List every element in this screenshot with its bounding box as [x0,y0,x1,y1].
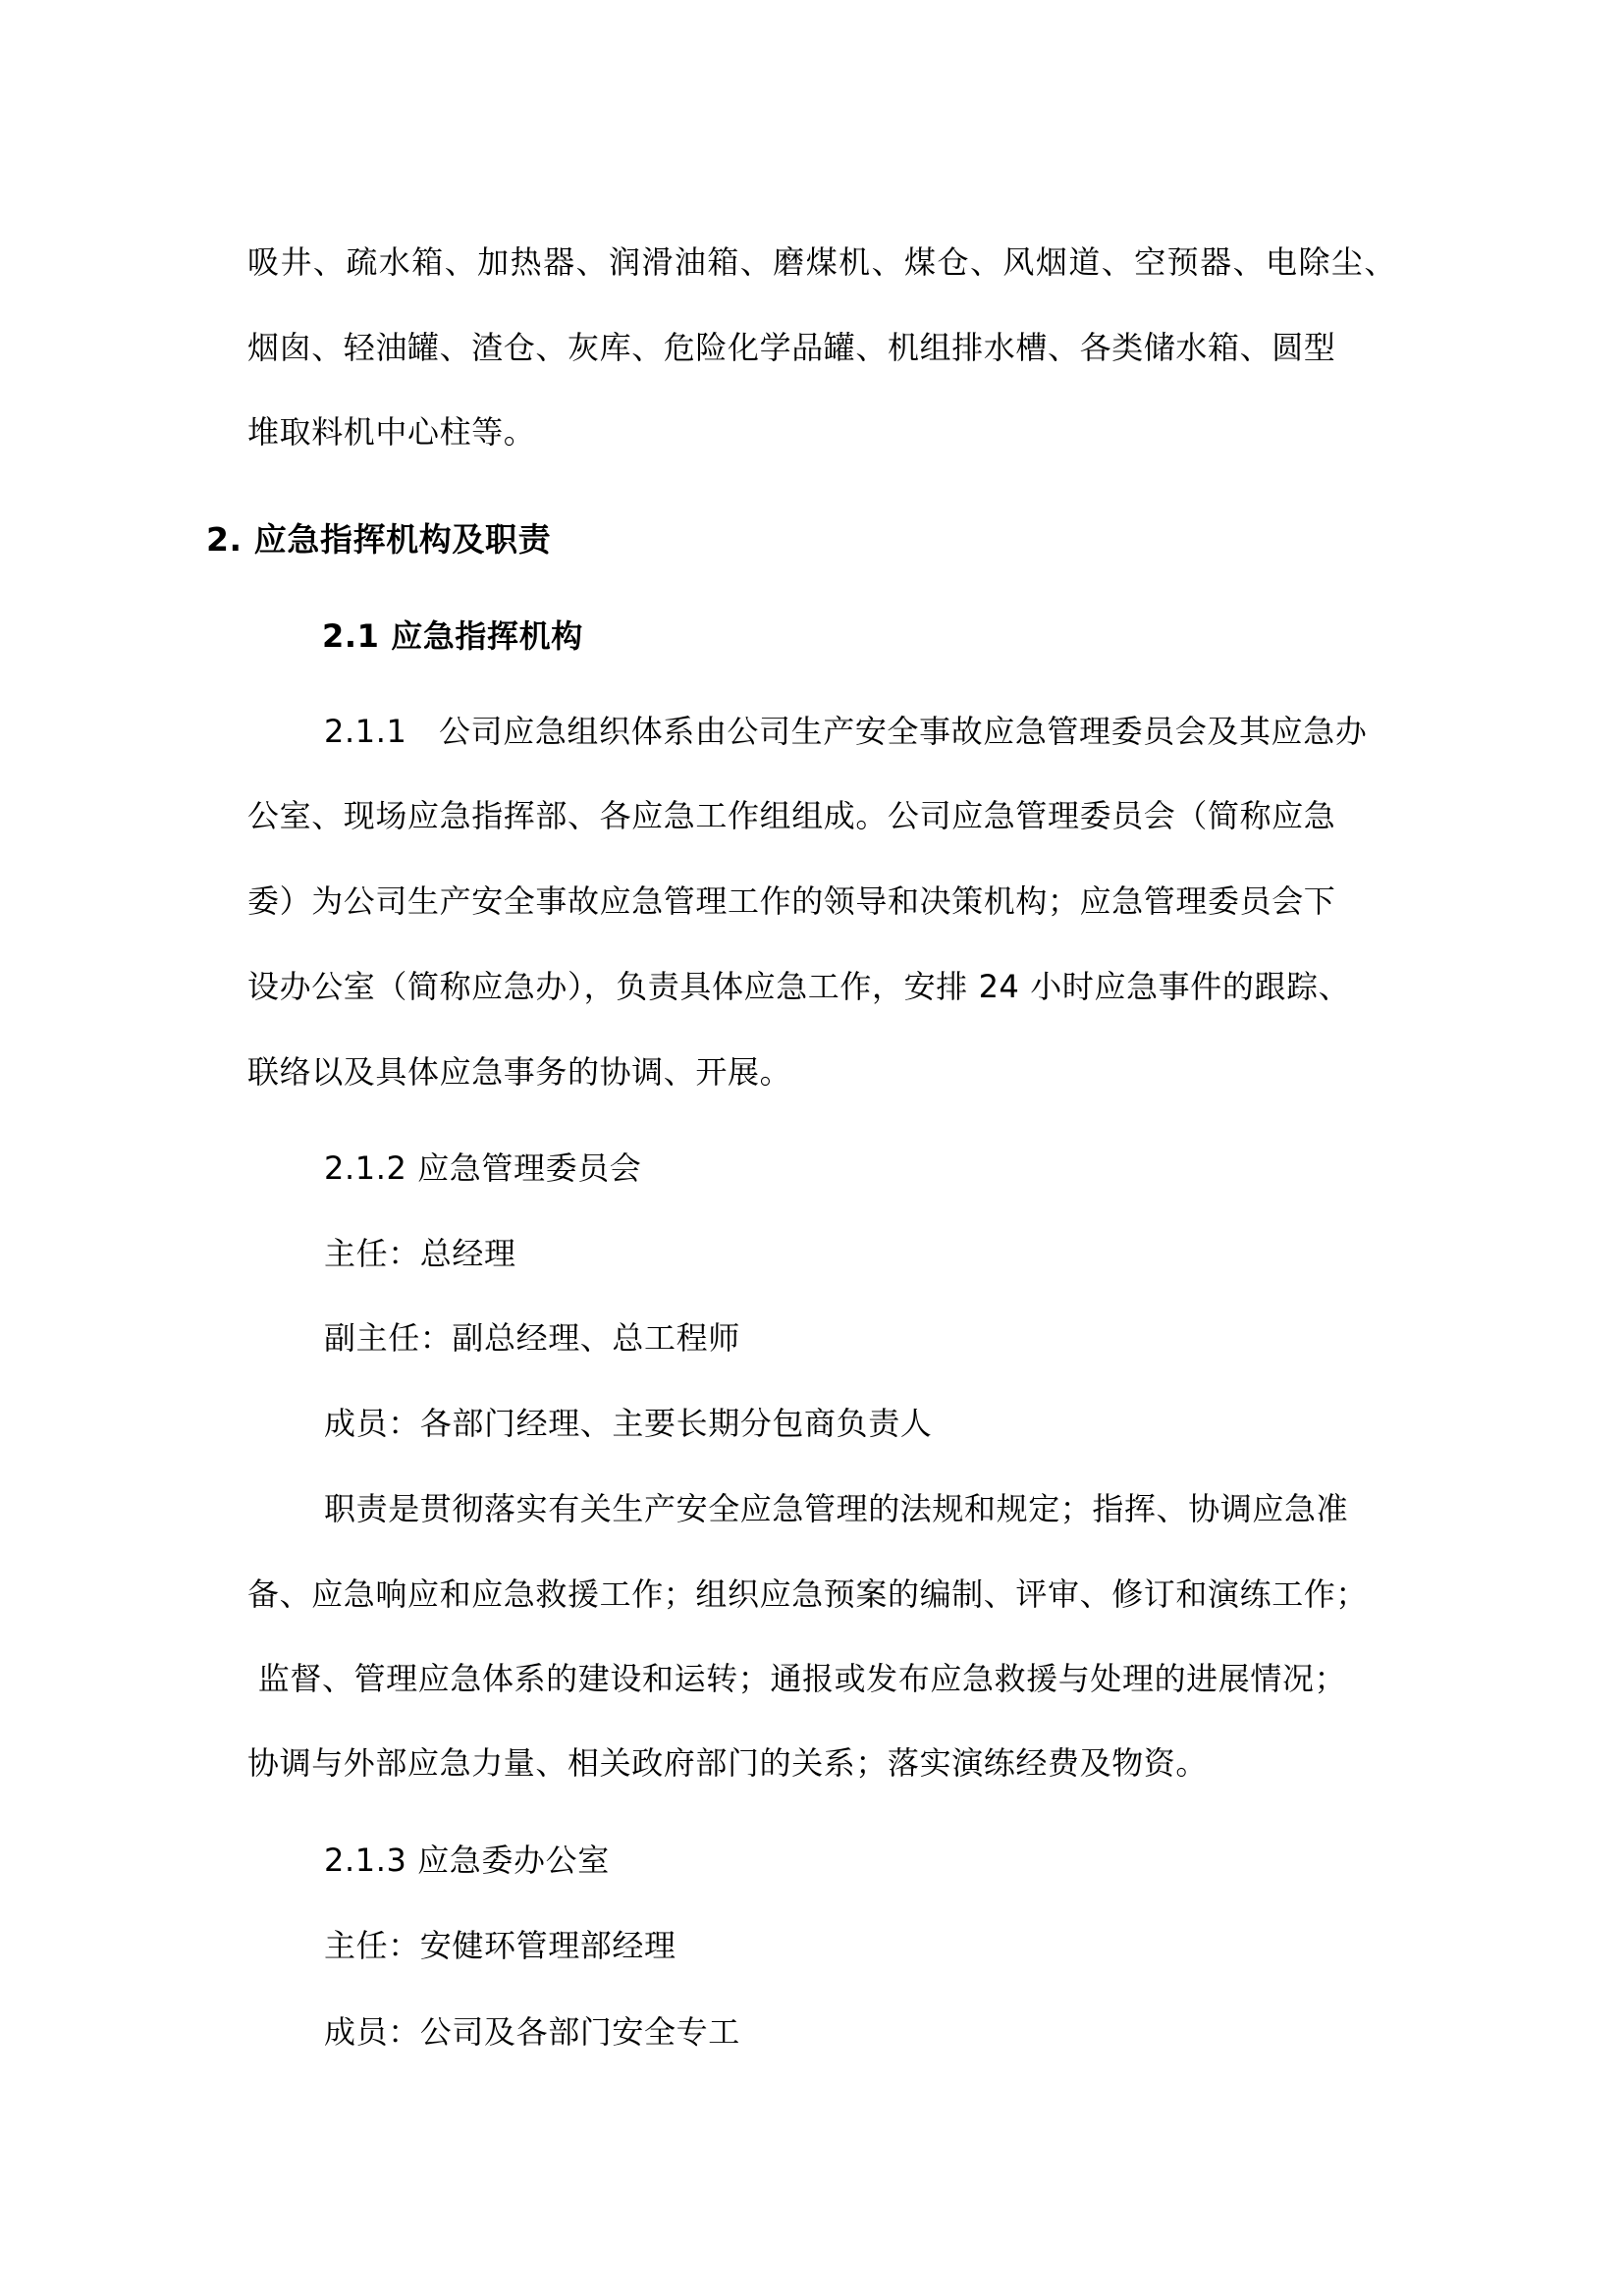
committee-deputy-director: 副主任：副总经理、总工程师 [324,1319,740,1357]
item-heading: 2.1.2 应急管理委员会 [324,1149,642,1187]
paragraph-line: 堆取料机中心柱等。 [247,413,536,451]
paragraph-line: 2.1.1 公司应急组织体系由公司生产安全事故应急管理委员会及其应急办 [324,713,1368,750]
paragraph-line: 吸井、疏水箱、加热器、润滑油箱、磨煤机、煤仓、风烟道、空预器、电除尘、 [247,243,1396,281]
paragraph-line: 备、应急响应和应急救援工作；组织应急预案的编制、评审、修订和演练工作； [247,1575,1369,1613]
paragraph-line: 监督、管理应急体系的建设和运转；通报或发布应急救援与处理的进展情况； [247,1660,1347,1697]
subsection-heading: 2.1 应急指挥机构 [322,617,583,655]
paragraph-line: 委）为公司生产安全事故应急管理工作的领导和决策机构；应急管理委员会下 [247,882,1336,920]
paragraph-line: 烟囱、轻油罐、渣仓、灰库、危险化学品罐、机组排水槽、各类储水箱、圆型 [247,329,1336,366]
office-members: 成员：公司及各部门安全专工 [324,2013,740,2051]
item-heading: 2.1.3 应急委办公室 [324,1842,610,1879]
committee-members: 成员：各部门经理、主要长期分包商负责人 [324,1405,933,1442]
paragraph-line: 联络以及具体应急事务的协调、开展。 [247,1053,792,1091]
paragraph-line: 设办公室（简称应急办），负责具体应急工作，安排 24 小时应急事件的跟踪、 [247,968,1351,1005]
office-director: 主任：安健环管理部经理 [324,1927,676,1964]
paragraph-line: 公室、现场应急指挥部、各应急工作组组成。公司应急管理委员会（简称应急 [247,797,1336,834]
section-heading: 2. 应急指挥机构及职责 [206,520,552,559]
committee-director: 主任：总经理 [324,1235,516,1272]
paragraph-line: 协调与外部应急力量、相关政府部门的关系；落实演练经费及物资。 [247,1744,1209,1782]
paragraph-line: 职责是贯彻落实有关生产安全应急管理的法规和规定；指挥、协调应急准 [324,1490,1349,1527]
